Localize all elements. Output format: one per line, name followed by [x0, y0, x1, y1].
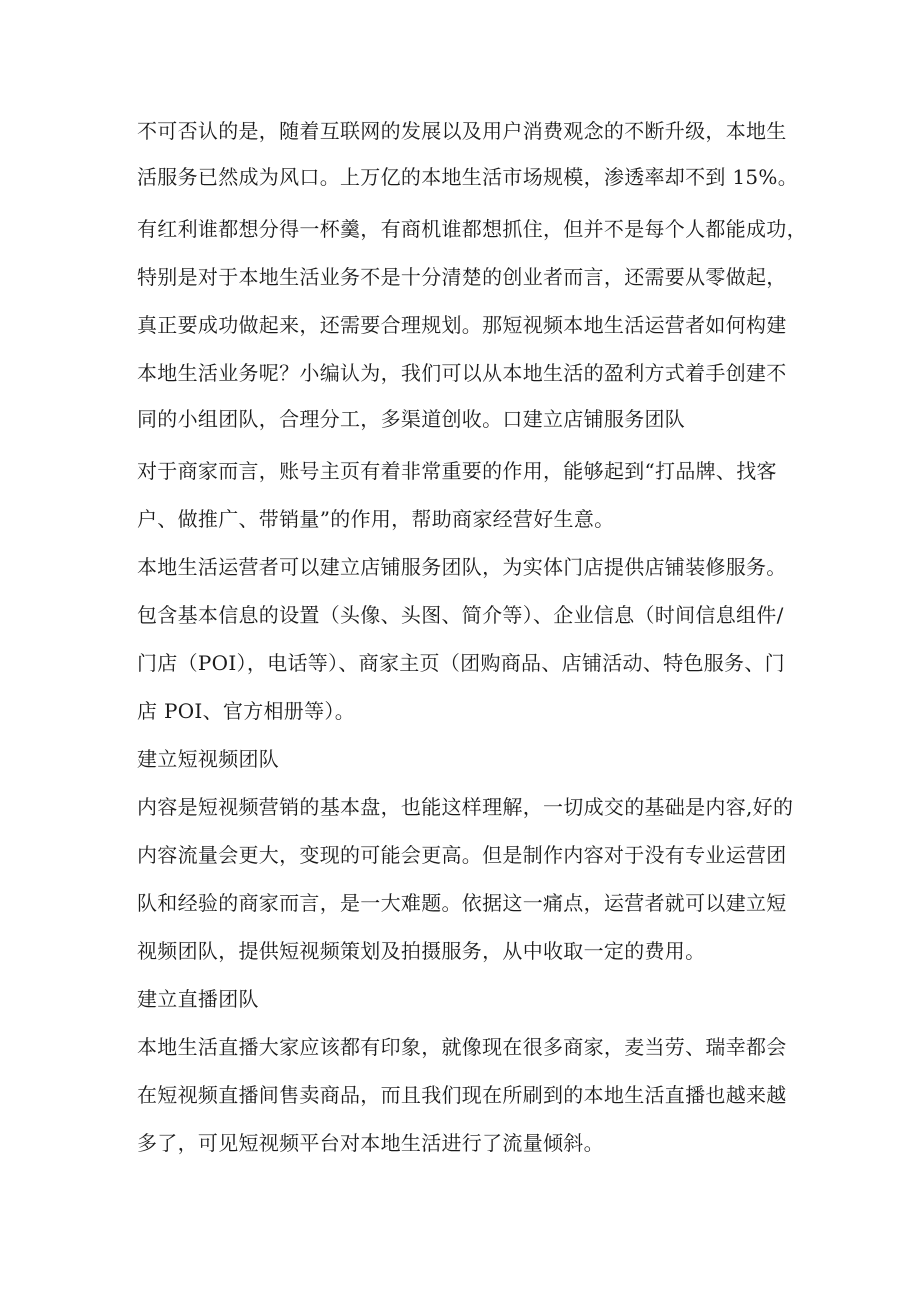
text-line: 包含基本信息的设置（头像、头图、简介等）、企业信息（时间信息组件/	[137, 603, 784, 627]
text-line: 本地生活业务呢？小编认为，我们可以从本地生活的盈利方式着手创建不	[137, 361, 787, 385]
section-heading: 建立直播团队	[137, 987, 259, 1011]
text-line: 在短视频直播间售卖商品，而且我们现在所刷到的本地生活直播也越来越	[137, 1083, 787, 1107]
text-line: 特别是对于本地生活业务不是十分清楚的创业者而言，还需要从零做起，	[137, 265, 787, 289]
text-line: 内容流量会更大，变现的可能会更高。但是制作内容对于没有专业运营团	[137, 843, 787, 867]
text-line: 活服务已然成为风口。上万亿的本地生活市场规模，渗透率却不到 15%。	[137, 165, 799, 189]
text-line: 户、做推广、带销量”的作用，帮助商家经营好生意。	[137, 507, 615, 531]
text-line: 视频团队，提供短视频策划及拍摄服务，从中收取一定的费用。	[137, 939, 706, 963]
text-line: 店 POI、官方相册等）。	[137, 699, 356, 723]
section-heading: 建立短视频团队	[137, 747, 280, 771]
text-line: 多了，可见短视频平台对本地生活进行了流量倾斜。	[137, 1131, 604, 1155]
text-line: 对于商家而言，账号主页有着非常重要的作用，能够起到“打品牌、找客	[137, 459, 777, 483]
text-line: 不可否认的是，随着互联网的发展以及用户消费观念的不断升级，本地生	[137, 119, 787, 143]
text-line: 本地生活直播大家应该都有印象，就像现在很多商家，麦当劳、瑞幸都会	[137, 1035, 787, 1059]
text-line: 真正要成功做起来，还需要合理规划。那短视频本地生活运营者如何构建	[137, 313, 787, 337]
text-line: 门店（POI），电话等）、商家主页（团购商品、店铺活动、特色服务、门	[137, 651, 785, 675]
text-line: 内容是短视频营销的基本盘，也能这样理解，一切成交的基础是内容,好的	[137, 795, 794, 819]
text-line: 本地生活运营者可以建立店铺服务团队，为实体门店提供店铺装修服务。	[137, 555, 787, 579]
text-line: 同的小组团队，合理分工，多渠道创收。口建立店铺服务团队	[137, 407, 686, 431]
text-line: 队和经验的商家而言，是一大难题。依据这一痛点，运营者就可以建立短	[137, 891, 787, 915]
text-line: 有红利谁都想分得一杯羹，有商机谁都想抓住，但并不是每个人都能成功，	[137, 217, 807, 241]
